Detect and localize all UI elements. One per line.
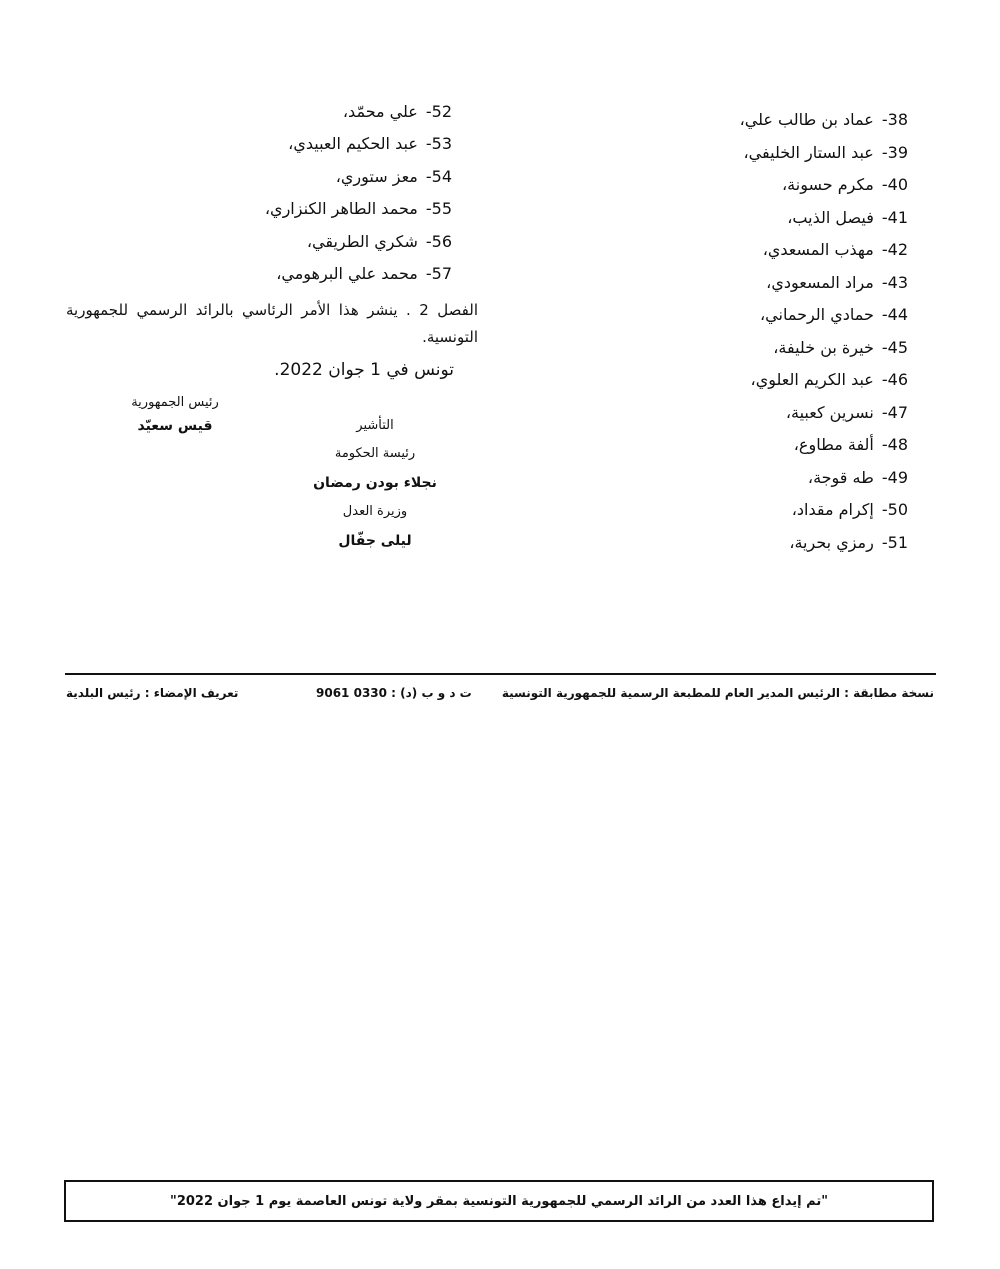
- article-2-text: الفصل 2 . ينشر هذا الأمر الرئاسي بالرائد الرسمي للجمهورية التونسية.: [66, 301, 478, 346]
- item-number: 47-: [881, 402, 908, 422]
- certified-copy-note: نسخة مطابقة : الرئيس المدير العام للمطبعة الرسمية للجمهورية التونسية: [501, 686, 934, 700]
- item-number: 46-: [881, 370, 908, 389]
- item-number: 57-: [425, 263, 452, 283]
- item-name: طه قوجة،: [807, 467, 874, 487]
- item-number: 39-: [881, 142, 908, 162]
- list-item: [92, 96, 452, 128]
- item-number: 40-: [881, 175, 908, 194]
- item-name: محمد علي البرهومي،: [276, 263, 418, 283]
- pm-name: نجلاء بودن رمضان: [313, 475, 437, 491]
- item-number: 54-: [425, 166, 452, 186]
- item-name: نسرين كعبية،: [785, 402, 874, 422]
- justice-minister-title: وزيرة العدل: [342, 504, 408, 519]
- list-item: [92, 193, 452, 225]
- item-name: فيصل الذيب،: [787, 207, 874, 227]
- deposit-notice-box: [64, 1180, 934, 1222]
- item-number: 55-: [425, 199, 452, 219]
- list-item: [608, 462, 908, 495]
- item-name: عبد الستار الخليفي،: [743, 142, 874, 162]
- item-name: محمد الطاهر الكنزاري،: [264, 199, 418, 219]
- deposit-notice-text: "تم إيداع هذا العدد من الرائد الرسمي للجمهورية التونسية بمقر ولاية تونس العاصمة يوم 1 جوان 2022": [170, 1193, 828, 1209]
- item-number: 43-: [881, 272, 908, 292]
- item-number: 51-: [881, 532, 908, 552]
- item-name: شكري الطريقي،: [306, 231, 418, 251]
- item-number: 49-: [881, 467, 908, 487]
- list-item: [608, 169, 908, 202]
- item-number: 48-: [881, 435, 908, 454]
- item-name: ألفة مطاوع،: [793, 435, 874, 454]
- item-number: 52-: [425, 102, 452, 121]
- footer-divider: [65, 673, 936, 675]
- item-name: مهذب المسعدي،: [762, 240, 874, 259]
- item-number: 53-: [425, 134, 452, 154]
- item-number: 50-: [881, 500, 908, 519]
- list-item: [608, 234, 908, 267]
- item-name: عبد الكريم العلوي،: [750, 370, 874, 389]
- item-number: 38-: [881, 110, 908, 129]
- item-name: عبد الحكيم العبيدي،: [288, 134, 418, 154]
- list-item: [608, 429, 908, 462]
- list-item: [608, 202, 908, 235]
- list-item: [92, 128, 452, 160]
- item-name: مكرم حسونة،: [782, 175, 874, 194]
- list-item: [608, 397, 908, 430]
- item-name: علي محمّد،: [342, 102, 418, 121]
- signature-identification: تعريف الإمضاء : رئيس البلدية: [66, 686, 239, 700]
- list-item: [92, 226, 452, 258]
- item-number: 44-: [881, 305, 908, 324]
- item-number: 42-: [881, 240, 908, 259]
- justice-minister-name: ليلى جفّال: [338, 533, 412, 549]
- pm-title: رئيسة الحكومة: [334, 446, 416, 461]
- countersign-label: التأشير: [356, 418, 394, 433]
- item-number: 41-: [881, 207, 908, 227]
- item-name: مراد المسعودي،: [766, 272, 874, 292]
- item-name: معز ستوري،: [335, 166, 418, 186]
- list-item: [608, 527, 908, 560]
- list-item: [608, 104, 908, 137]
- registration-number: ت د و ب (د) : 0330 9061: [316, 686, 472, 700]
- list-item: [92, 161, 452, 193]
- list-item: [608, 332, 908, 365]
- item-name: إكرام مقداد،: [791, 500, 874, 519]
- president-title: رئيس الجمهورية: [131, 395, 219, 410]
- list-item: [92, 258, 452, 290]
- date-line: تونس في 1 جوان 2022.: [274, 360, 454, 380]
- list-item: [608, 299, 908, 332]
- appointees-list-left: [92, 96, 452, 290]
- countersignature-block: [300, 416, 450, 552]
- list-item: [608, 364, 908, 397]
- appointees-list-right: [608, 104, 908, 559]
- item-name: خيرة بن خليفة،: [773, 337, 874, 357]
- list-item: [608, 267, 908, 300]
- list-item: [608, 137, 908, 170]
- president-name: قيس سعيّد: [137, 418, 213, 434]
- item-name: عماد بن طالب علي،: [739, 110, 874, 129]
- item-number: 45-: [881, 337, 908, 357]
- item-name: حمادي الرحماني،: [759, 305, 874, 324]
- item-name: رمزي بحرية،: [789, 532, 874, 552]
- item-number: 56-: [425, 231, 452, 251]
- list-item: [608, 494, 908, 527]
